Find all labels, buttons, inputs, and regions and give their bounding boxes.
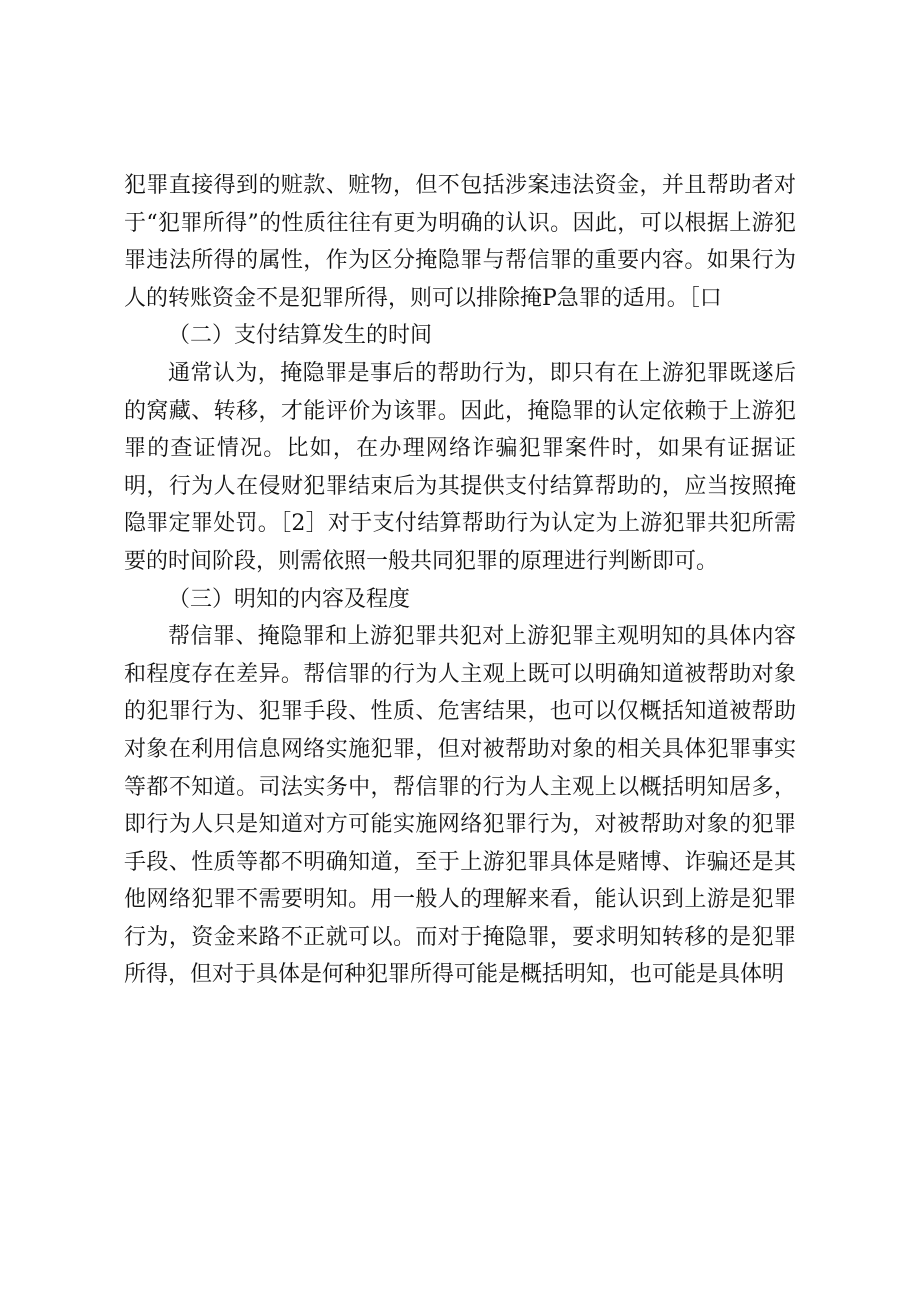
document-body — [124, 167, 796, 994]
paragraph-knowledge: 帮信罪、掩隐罪和上游犯罪共犯对上游犯罪主观明知的具体内容和程度存在差异。帮信罪的行为人主观上既可以明确知道被帮助对象的犯罪行为、犯罪手段、性质、危害结果，也可以仅概括知道被帮助对象在利用信息网络实施犯罪，但对被帮助对象的相关具体犯罪事实等都不知道。司法实务中，帮信罪的行为人主观上以概括明知居多，即行为人只是知道对方可能实施网络犯罪行为，对被帮助对象的犯罪手段、性质等都不明确知道，至于上游犯罪具体是赌博、诈骗还是其他网络犯罪不需要明知。用一般人的理解来看，能认识到上游是犯罪行为，资金来路不正就可以。而对于掩隐罪，要求明知转移的是犯罪所得，但对于具体是何种犯罪所得可能是概括明知，也可能是具体明 — [124, 624, 796, 988]
section-heading-knowledge: （三）明知的内容及程度 — [168, 586, 411, 612]
paragraph-continuation: 犯罪直接得到的赃款、赃物，但不包括涉案违法资金，并且帮助者对于“犯罪所得”的性质往往有更为明确的认识。因此，可以根据上游犯罪违法所得的属性，作为区分掩隐罪与帮信罪的重要内容。如果行为人的转账资金不是犯罪所得，则可以排除掩P急罪的适用。［口 — [124, 173, 796, 311]
paragraph-payment-time: 通常认为，掩隐罪是事后的帮助行为，即只有在上游犯罪既遂后的窝藏、转移，才能评价为该罪。因此，掩隐罪的认定依赖于上游犯罪的查证情况。比如，在办理网络诈骗犯罪案件时，如果有证据证明，行为人在侵财犯罪结束后为其提供支付结算帮助的，应当按照掩隐罪定罪处罚。［2］对于支付结算帮助行为认定为上游犯罪共犯所需要的时间阶段，则需依照一般共同犯罪的原理进行判断即可。 — [124, 360, 796, 574]
section-heading-payment-time: （二）支付结算发生的时间 — [168, 323, 433, 349]
